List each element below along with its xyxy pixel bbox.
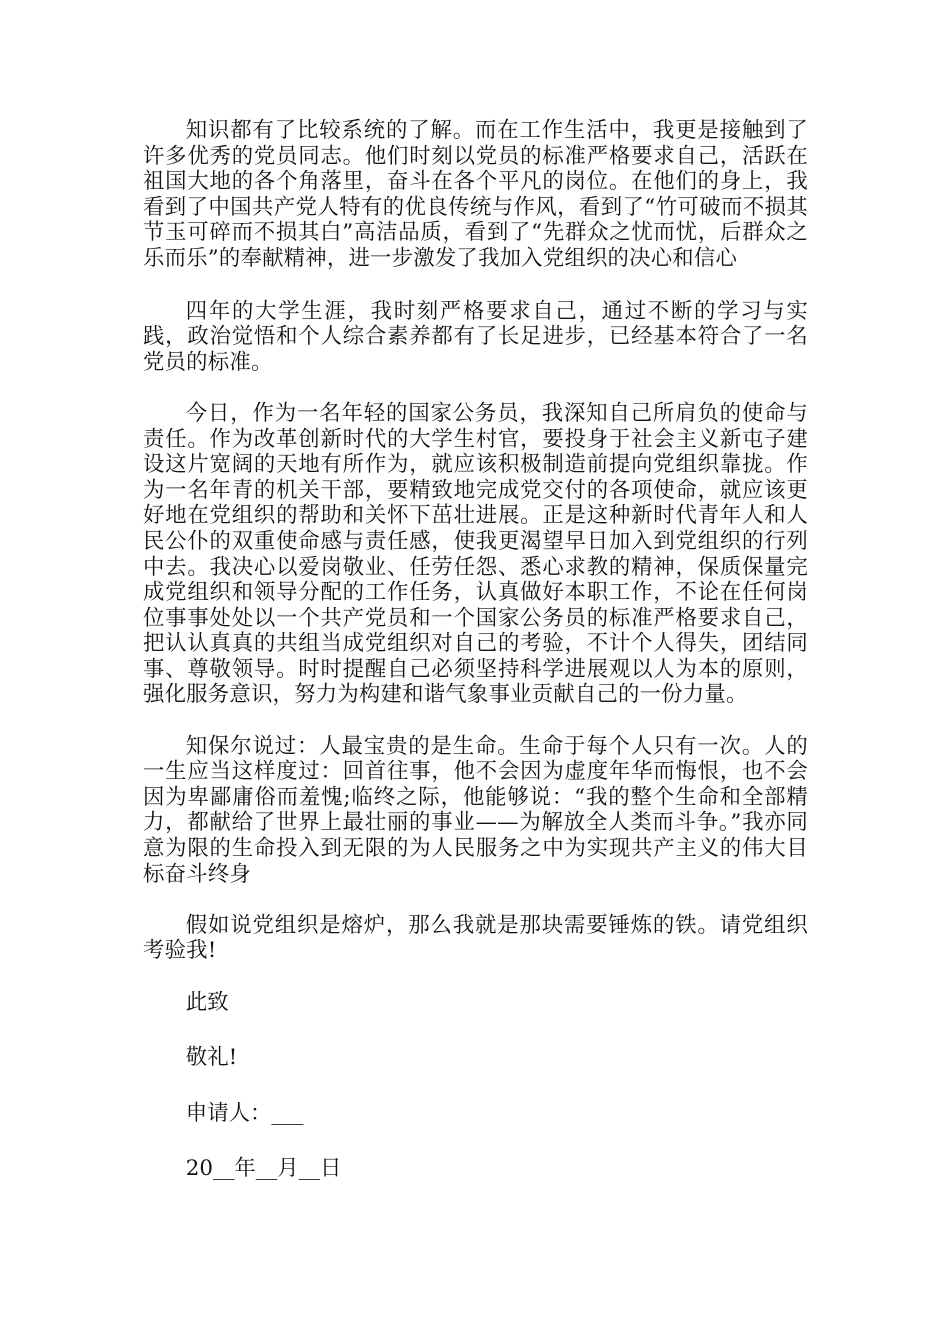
- paragraph-furnace: 假如说党组织是熔炉，那么我就是那块需要锤炼的铁。请党组织考验我!: [143, 912, 808, 964]
- date-line: 20__年__月__日: [185, 1156, 342, 1182]
- closing-text: 此致: [185, 989, 229, 1015]
- paragraph-civil-servant: 今日，作为一名年轻的国家公务员，我深知自己所肩负的使命与责任。作为改革创新时代的大学生村官，要投身于社会主义新屯子建设这片宽阔的天地有所作为，就应该积极制造前提向党组织靠拢。作为一名年青的机关干部，要精致地完成党交付的各项使命，就应该更好地在党组织的帮助和关怀下茁壮进展。正是这种新时代青年人和人民公仆的双重使命感与责任感，使我更渴望早日加入到党组织的行列中去。我决心以爱岗敬业、任劳任怨、悉心求教的精神，保质保量完成党组织和领导分配的工作任务，认真做好本职工作，不论在任何岗位事事处处以一个共产党员和一个国家公务员的标准严格要求自己，把认认真真的共组当成党组织对自己的考验，不计个人得失，团结同事、尊敬领导。时时提醒自己必须坚持科学进展观以人为本的原则，强化服务意识，努力为构建和谐气象事业贡献自己的一份力量。: [143, 400, 808, 708]
- applicant-line: 申请人：___: [185, 1100, 304, 1126]
- paragraph-knowledge: 知识都有了比较系统的了解。而在工作生活中，我更是接触到了许多优秀的党员同志。他们时刻以党员的标准严格要求自己，活跃在祖国大地的各个角落里，奋斗在各个平凡的岗位。在他们的身上，我看到了中国共产党人特有的优良传统与作风，看到了“竹可破而不损其节玉可碎而不损其白”高洁品质，看到了“先群众之忧而忧，后群众之乐而乐”的奉献精神，进一步激发了我加入党组织的决心和信心: [143, 118, 808, 271]
- salute-text: 敬礼!: [185, 1045, 238, 1071]
- paragraph-university: 四年的大学生涯，我时刻严格要求自己，通过不断的学习与实践，政治觉悟和个人综合素养都有了长足进步，已经基本符合了一名党员的标准。: [143, 298, 808, 375]
- letter-body: [143, 118, 808, 1212]
- paragraph-quote: 知保尔说过：人最宝贵的是生命。生命于每个人只有一次。人的一生应当这样度过：回首往事，他不会因为虚度年华而悔恨，也不会因为卑鄙庸俗而羞愧;临终之际，他能够说：“我的整个生命和全部精力，都献给了世界上最壮丽的事业——为解放全人类而斗争。”我亦同意为限的生命投入到无限的为人民服务之中为实现共产主义的伟大目标奋斗终身: [143, 733, 808, 887]
